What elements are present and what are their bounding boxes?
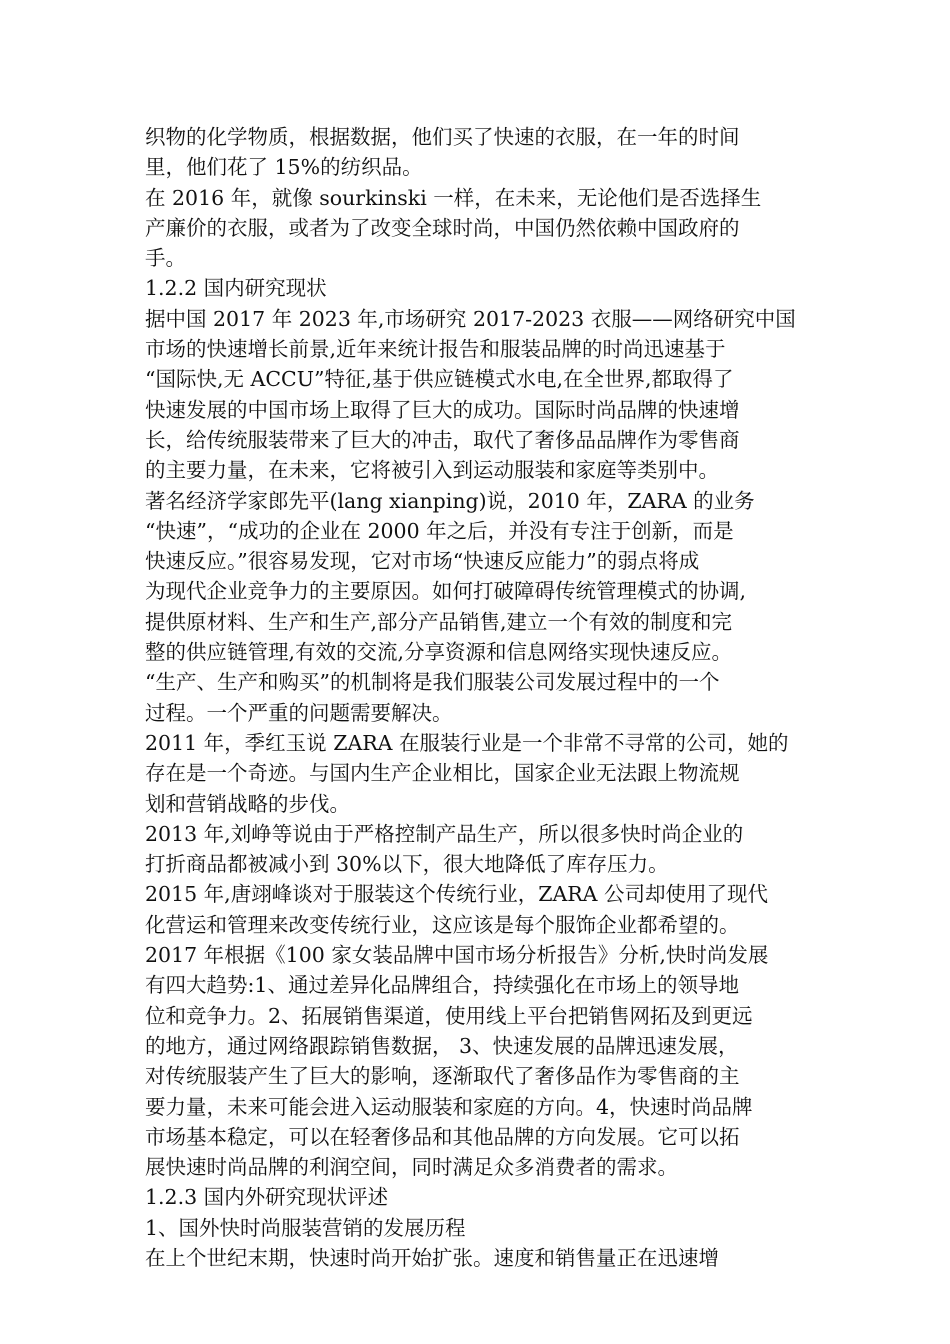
text-line: “国际快,无 ACCU”特征,基于供应链模式水电,在全世界,都取得了 [145, 367, 734, 392]
text-line: 快速发展的中国市场上取得了巨大的成功。国际时尚品牌的快速增 [145, 397, 740, 422]
text-line: 过程。一个严重的问题需要解决。 [145, 700, 453, 725]
text-line: 手。 [145, 246, 186, 271]
text-line: 存在是一个奇迹。与国内生产企业相比，国家企业无法跟上物流规 [145, 761, 740, 786]
text-line: 著名经济学家郎先平(lang xianping)说，2010 年，ZARA 的业务 [145, 488, 755, 513]
text-line: 市场基本稳定，可以在轻奢侈品和其他品牌的方向发展。它可以拓 [145, 1124, 740, 1149]
text-line: 产廉价的衣服，或者为了改变全球时尚，中国仍然依赖中国政府的 [145, 215, 740, 240]
text-line: 为现代企业竞争力的主要原因。如何打破障碍传统管理模式的协调, [145, 579, 747, 604]
text-line: 快速反应。”很容易发现，它对市场“快速反应能力”的弱点将成 [145, 549, 700, 574]
text-line: 要力量，未来可能会进入运动服装和家庭的方向。4，快速时尚品牌 [145, 1094, 753, 1119]
document-body [145, 122, 810, 1273]
text-line: 长，给传统服装带来了巨大的冲击，取代了奢侈品品牌作为零售商 [145, 427, 740, 452]
text-line: 位和竞争力。2、拓展销售渠道，使用线上平台把销售网拓及到更远 [145, 1003, 753, 1028]
text-line: 的地方，通过网络跟踪销售数据， 3、快速发展的品牌迅速发展， [145, 1033, 739, 1058]
text-line: 2015 年,唐翊峰谈对于服装这个传统行业，ZARA 公司却使用了现代 [145, 882, 769, 907]
text-line: 2011 年，季红玉说 ZARA 在服装行业是一个非常不寻常的公司，她的 [145, 730, 789, 755]
subsection-heading: 1、国外快时尚服装营销的发展历程 [145, 1215, 466, 1240]
text-line: 化营运和管理来改变传统行业，这应该是每个服饰企业都希望的。 [145, 912, 740, 937]
text-line: 整的供应链管理,有效的交流,分享资源和信息网络实现快速反应。 [145, 640, 733, 665]
text-line: 市场的快速增长前景,近年来统计报告和服装品牌的时尚迅速基于 [145, 337, 726, 362]
text-line: 织物的化学物质，根据数据，他们买了快速的衣服，在一年的时间 [145, 125, 740, 149]
text-line: 的主要力量，在未来，它将被引入到运动服装和家庭等类别中。 [145, 458, 719, 483]
section-heading: 1.2.2 国内研究现状 [145, 276, 327, 301]
text-line: 2017 年根据《100 家女装品牌中国市场分析报告》分析,快时尚发展 [145, 943, 769, 968]
text-line: “生产、生产和购买”的机制将是我们服装公司发展过程中的一个 [145, 670, 720, 695]
text-line: 里，他们花了 15%的纺织品。 [145, 155, 423, 180]
text-line: 据中国 2017 年 2023 年,市场研究 2017-2023 衣服——网络研究中国 [145, 306, 796, 331]
text-line: 2013 年,刘峥等说由于严格控制产品生产，所以很多快时尚企业的 [145, 821, 744, 846]
text-line: 对传统服装产生了巨大的影响，逐渐取代了奢侈品作为零售商的主 [145, 1064, 740, 1089]
text-line: 在 2016 年，就像 sourkinski 一样，在未来，无论他们是否选择生 [145, 185, 762, 210]
text-line: 有四大趋势:1、通过差异化品牌组合，持续强化在市场上的领导地 [145, 973, 739, 998]
text-line: “快速”，“成功的企业在 2000 年之后，并没有专注于创新，而是 [145, 518, 734, 543]
text-line: 划和营销战略的步伐。 [145, 791, 350, 816]
text-line: 提供原材料、生产和生产,部分产品销售,建立一个有效的制度和完 [145, 609, 733, 634]
text-line: 展快速时尚品牌的利润空间，同时满足众多消费者的需求。 [145, 1155, 678, 1180]
text-line: 打折商品都被减小到 30%以下，很大地降低了库存压力。 [145, 852, 669, 877]
text-line: 在上个世纪末期，快速时尚开始扩张。速度和销售量正在迅速增 [145, 1245, 719, 1270]
section-heading: 1.2.3 国内外研究现状评述 [145, 1185, 389, 1210]
